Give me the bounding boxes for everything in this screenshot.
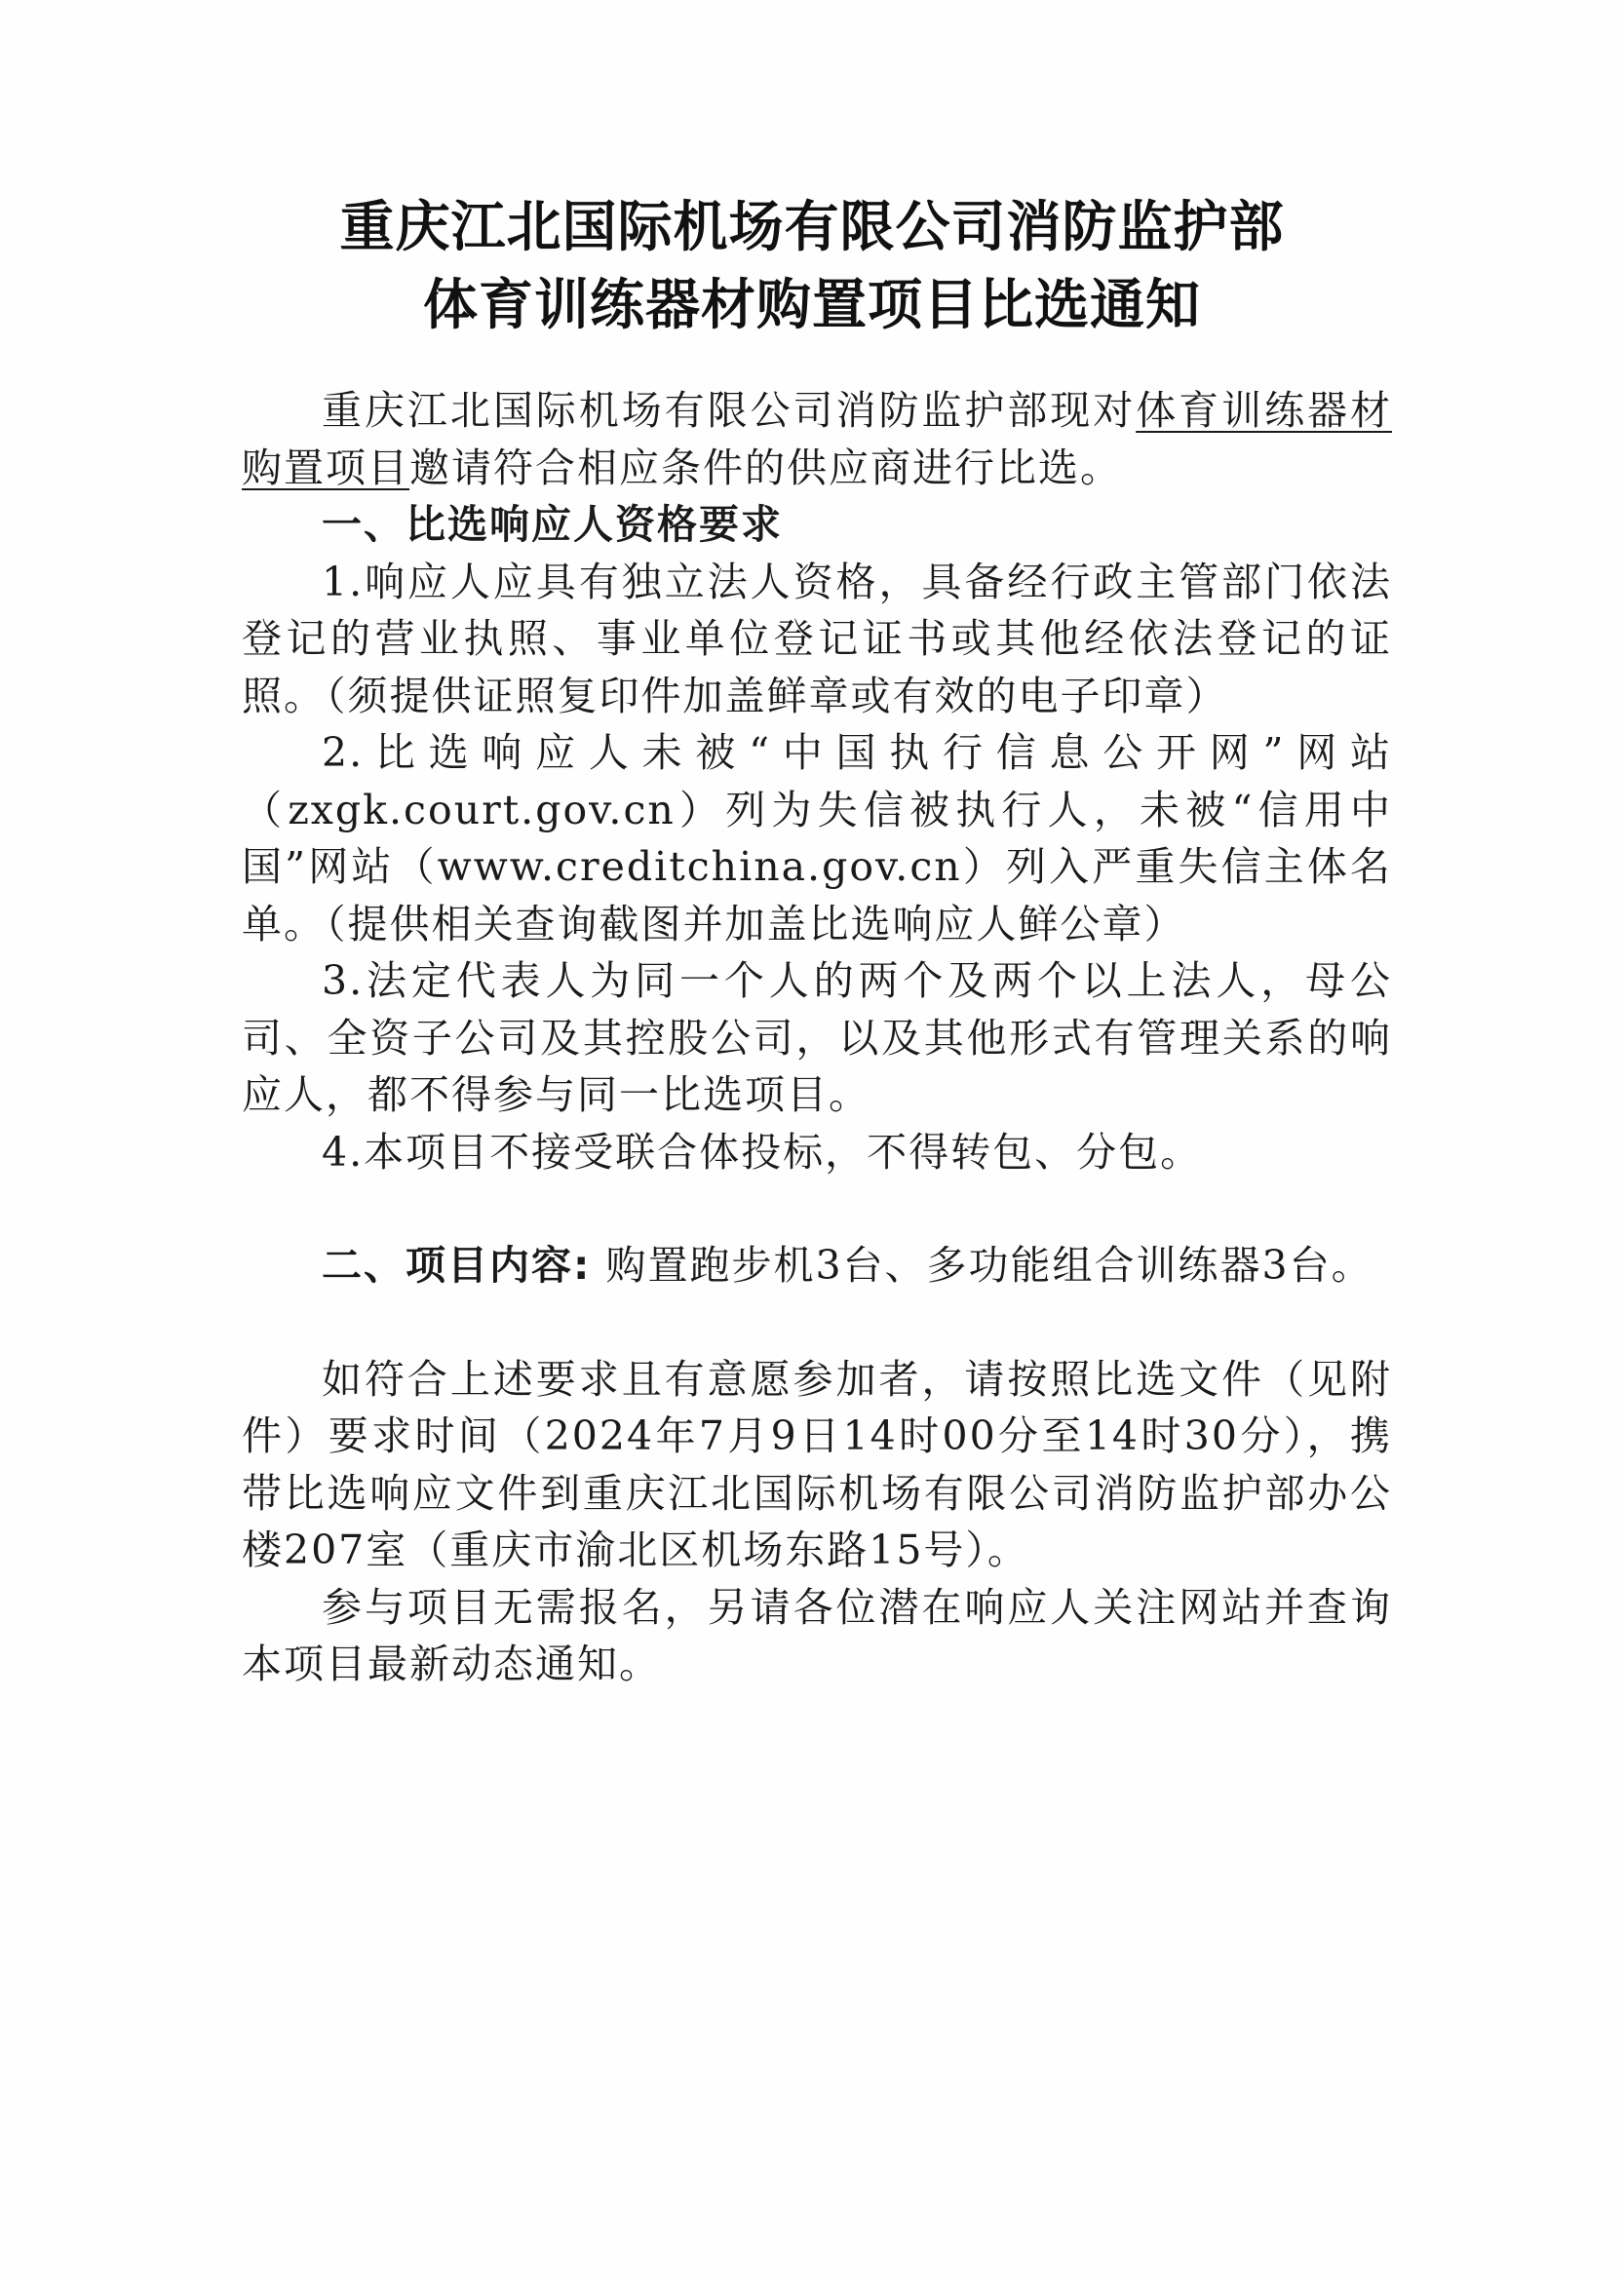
requirement-item-3: 3.法定代表人为同一个人的两个及两个以上法人，母公司、全资子公司及其控股公司，以及其他形式有管理关系的响应人，都不得参与同一比选项目。	[242, 957, 1392, 1118]
intro-text-part2: 邀请符合相应条件的供应商进行比选。	[409, 444, 1122, 491]
document-title-line2: 体育训练器材购置项目比选通知	[423, 274, 1201, 337]
intro-text-part1: 重庆江北国际机场有限公司消防监护部现对	[322, 387, 1137, 434]
closing-paragraph-1: 如符合上述要求且有意愿参加者，请按照比选文件（见附件）要求时间（2024年7月9日14时00分至14时30分），携带比选响应文件到重庆江北国际机场有限公司消防监护部办公楼207室（重庆市渝北区机场东路15号）。	[242, 1355, 1392, 1573]
section2-text: 购置跑步机3台、多功能组合训练器3台。	[605, 1242, 1373, 1289]
spacer	[242, 1295, 1392, 1351]
section2-heading: 二、项目内容:	[322, 1242, 592, 1289]
section2-paragraph	[242, 1237, 1392, 1295]
closing-paragraph-2: 参与项目无需报名，另请各位潜在响应人关注网站并查询本项目最新动态通知。	[242, 1583, 1392, 1687]
section1-heading: 一、比选响应人资格要求	[322, 501, 783, 548]
requirement-item-2: 2.比选响应人未被“中国执行信息公开网”网站（zxgk.court.gov.cn）列为失信被执行人，未被“信用中国”网站（www.creditchina.gov.cn）列入严重失信主体名单。（提供相关查询截图并加盖比选响应人鲜公章）	[242, 729, 1392, 947]
spacer	[242, 1180, 1392, 1237]
intro-paragraph	[242, 382, 1392, 496]
requirement-item-1: 1.响应人应具有独立法人资格，具备经行政主管部门依法登记的营业执照、事业单位登记证书或其他经依法登记的证照。（须提供证照复印件加盖鲜章或有效的电子印章）	[242, 558, 1392, 719]
document-body	[242, 382, 1392, 1693]
project-name: 体育训练器材购置项目	[242, 387, 1393, 491]
document-title-line1: 重庆江北国际机场有限公司消防监护部	[339, 196, 1285, 259]
requirement-item-4: 4.本项目不接受联合体投标，不得转包、分包。	[322, 1128, 1203, 1176]
